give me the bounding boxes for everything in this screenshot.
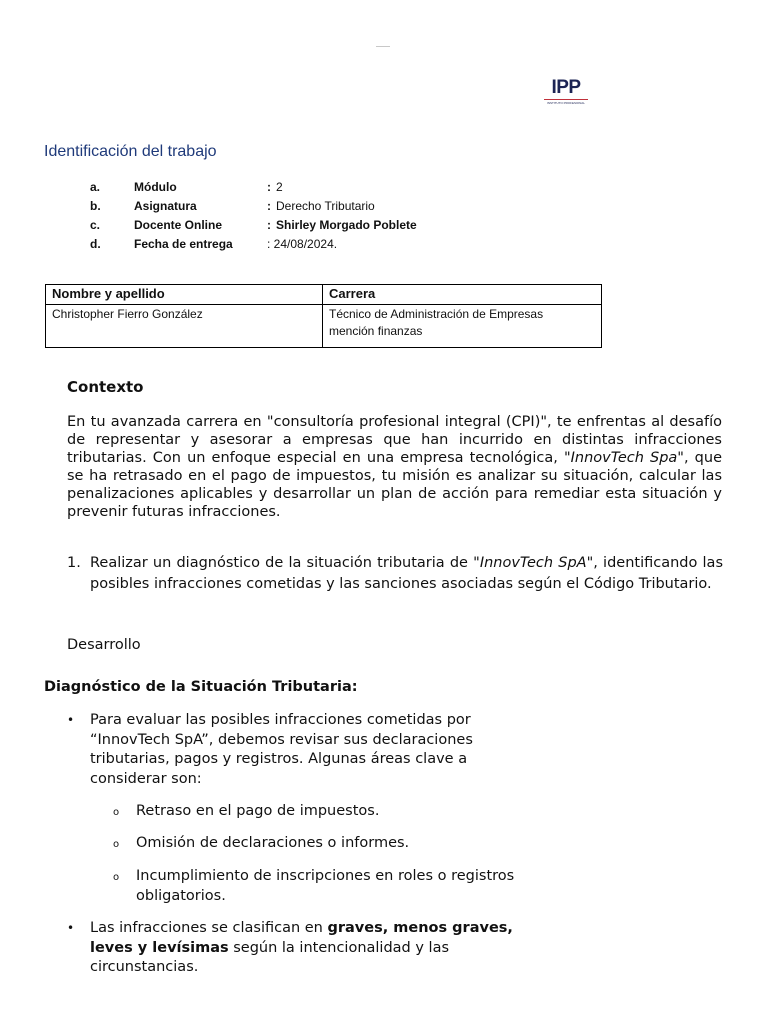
student-career — [323, 305, 602, 348]
ident-value: Derecho Tributario — [276, 199, 375, 213]
ident-value — [267, 235, 337, 253]
sub-item — [113, 802, 543, 822]
sub-bullet-icon: o — [113, 839, 120, 850]
ident-label: Asignatura — [134, 199, 197, 213]
ident-colon: : — [267, 218, 271, 232]
ident-colon: : — [267, 237, 271, 251]
ident-label: Fecha de entrega — [134, 237, 233, 251]
sub-item — [113, 867, 543, 906]
student-table — [45, 284, 602, 348]
ident-row-subject — [90, 197, 490, 215]
sub-bullet-icon: o — [113, 807, 120, 818]
ident-date: 24/08/2024. — [270, 237, 338, 251]
page-header-line — [376, 46, 390, 47]
ident-label: Módulo — [134, 180, 177, 194]
ident-letter: a. — [90, 180, 101, 194]
ident-label: Docente Online — [134, 218, 223, 232]
ident-colon: : — [267, 180, 271, 194]
task-number: 1. — [67, 555, 81, 571]
logo-subtext: INSTITUTO PROFESIONAL — [547, 101, 585, 105]
bullet-item — [67, 919, 537, 978]
diagnosis-heading: Diagnóstico de la Situación Tributaria: — [44, 679, 358, 695]
company-name: InnovTech SpA — [479, 555, 587, 571]
sub-item-text: Omisión de declaraciones o informes. — [136, 835, 410, 851]
bullet-icon: • — [67, 713, 75, 727]
ident-letter: c. — [90, 218, 101, 232]
context-paragraph — [67, 413, 722, 521]
career-line: Técnico de Administración de Empresas — [329, 307, 544, 321]
infraction-classes: graves, menos graves, leves y levísimas — [90, 920, 513, 956]
ident-colon: : — [267, 199, 271, 213]
ipp-logo — [542, 78, 590, 108]
career-line: mención finanzas — [329, 324, 423, 338]
sub-bullet-icon: o — [113, 872, 120, 883]
table-header-row — [46, 285, 602, 305]
logo-text: IPP — [551, 77, 581, 98]
bullet-text: Para evaluar las posibles infracciones cometidas por “InnovTech SpA”, debemos revisar sus declaraciones tributarias, pagos y registros. Algunas áreas clave a considerar son: — [90, 712, 473, 787]
context-heading: Contexto — [67, 378, 144, 396]
ident-letter: b. — [90, 199, 101, 213]
task-text-part: ", identificando las posibles infracciones cometidas y las sanciones asociadas según el Código Tributario. — [90, 555, 723, 592]
task-item — [67, 553, 723, 594]
ident-row-date — [90, 235, 490, 253]
bullet-text — [90, 919, 537, 978]
identification-title: Identificación del trabajo — [44, 143, 217, 160]
student-name: Christopher Fierro González — [46, 305, 323, 348]
sub-item-text: Incumplimiento de inscripciones en roles o registros obligatorios. — [136, 868, 515, 904]
context-text: ", que se ha retrasado en el pago de impuestos, tu misión es analizar su situación, calcular las penalizaciones aplicables y desarrollar un plan de acción para remediar esta situación y prevenir futuras infracciones. — [67, 450, 722, 520]
task-text-part: Realizar un diagnóstico de la situación tributaria de " — [90, 555, 480, 571]
company-name: InnovTech Spa — [570, 450, 678, 466]
bullet-text-part: según la intencionalidad y las circunstancias. — [90, 939, 450, 975]
ident-value: Shirley Morgado Poblete — [276, 218, 417, 232]
task-text — [90, 553, 723, 594]
context-text: En tu avanzada carrera en "consultoría profesional integral (CPI)", te enfrentas al desafío de representar y asesorar a empresas que han incurrido en distintas infracciones tributarias. Con un enfoque especial en una empresa tecnológica, " — [67, 414, 722, 466]
header-career: Carrera — [323, 285, 602, 305]
ident-row-module — [90, 178, 490, 196]
ident-row-teacher — [90, 216, 490, 234]
ident-letter: d. — [90, 237, 101, 251]
bullet-text-part: Las infracciones se clasifican en — [90, 920, 328, 936]
header-name: Nombre y apellido — [46, 285, 323, 305]
ident-value: 2 — [276, 180, 283, 194]
bullet-icon: • — [67, 921, 75, 935]
sub-item-text: Retraso en el pago de impuestos. — [136, 803, 380, 819]
sub-item — [113, 834, 543, 854]
bullet-item — [67, 711, 537, 789]
desarrollo-label: Desarrollo — [67, 637, 141, 653]
logo-underline — [544, 99, 588, 100]
table-row — [46, 305, 602, 348]
